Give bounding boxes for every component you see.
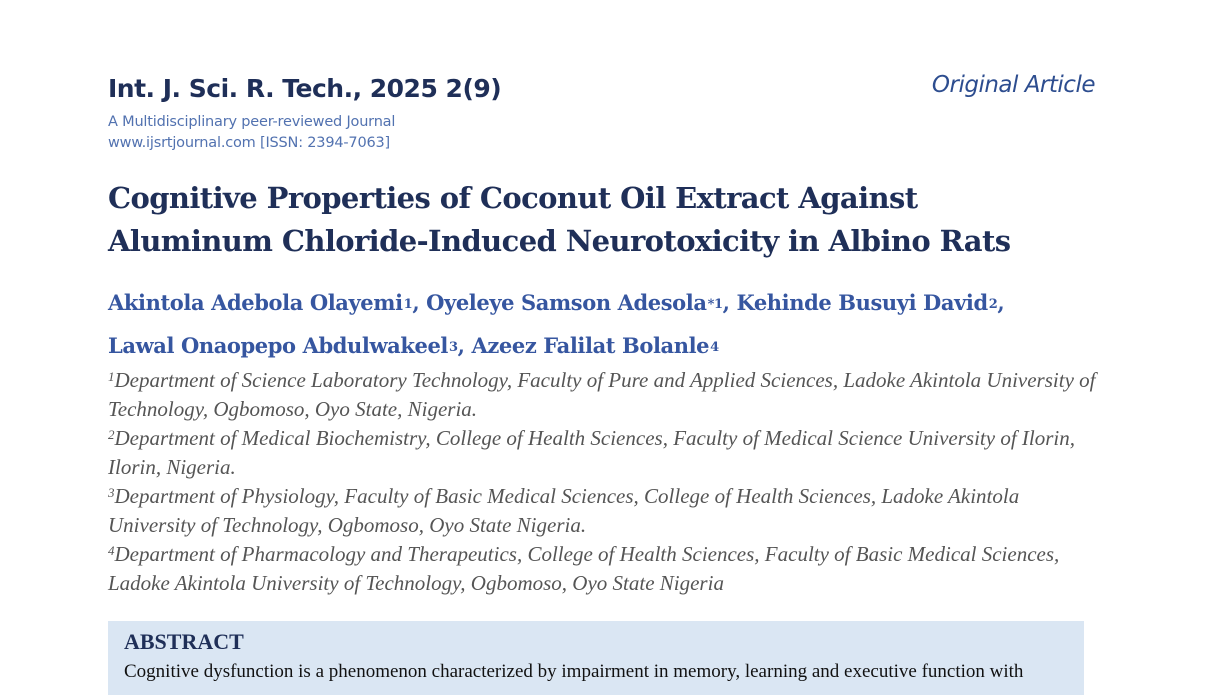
author-name: Oyeleye Samson Adesola xyxy=(426,290,707,315)
affiliation-item xyxy=(108,482,1098,540)
author-list xyxy=(108,282,1108,368)
author-separator: , xyxy=(412,290,427,315)
author-line-1 xyxy=(108,282,1108,325)
affiliation-item xyxy=(108,540,1098,598)
author-separator: , xyxy=(997,290,1005,315)
affiliation-list xyxy=(108,366,1098,598)
article-type-label: Original Article xyxy=(931,72,1095,98)
affiliation-text: Department of Science Laboratory Technology, Faculty of Pure and Applied Sciences, Ladoke Akintola University of Technology, Ogbomoso, Oyo State, Nigeria. xyxy=(108,368,1096,421)
affiliation-text: Department of Medical Biochemistry, College of Health Sciences, Faculty of Medical Science University of Ilorin, Ilorin, Nigeria. xyxy=(108,426,1075,479)
affiliation-text: Department of Physiology, Faculty of Basic Medical Sciences, College of Health Sciences, Ladoke Akintola University of Technology, Ogbomoso, Oyo State Nigeria. xyxy=(108,484,1020,537)
author-affil-sup: 3 xyxy=(449,340,458,355)
affiliation-sup: 4 xyxy=(108,543,115,558)
author-affil-sup: 2 xyxy=(988,297,998,312)
affiliation-sup: 1 xyxy=(108,369,115,384)
author-affil-sup: 4 xyxy=(710,340,719,355)
author-name: Azeez Falilat Bolanle xyxy=(471,333,710,358)
abstract-box xyxy=(108,621,1084,695)
affiliation-sup: 3 xyxy=(108,485,115,500)
abstract-text: Cognitive dysfunction is a phenomenon characterized by impairment in memory, learning and executive function with xyxy=(124,661,1024,682)
affiliation-sup: 2 xyxy=(108,427,115,442)
title-line-1: Cognitive Properties of Coconut Oil Extract Against xyxy=(108,181,918,215)
author-separator: , xyxy=(457,333,472,358)
paper-title xyxy=(108,177,1108,263)
author-name: Kehinde Busuyi David xyxy=(736,290,988,315)
author-affil-sup: *1 xyxy=(707,297,723,312)
journal-citation: Int. J. Sci. R. Tech., 2025 2(9) xyxy=(108,74,502,103)
affiliation-text: Department of Pharmacology and Therapeutics, College of Health Sciences, Faculty of Basic Medical Sciences, Ladoke Akintola University of Technology, Ogbomoso, Oyo State Nigeria xyxy=(108,542,1060,595)
affiliation-item xyxy=(108,424,1098,482)
author-separator: , xyxy=(722,290,737,315)
author-line-2 xyxy=(108,325,1108,368)
author-affil-sup: 1 xyxy=(403,297,413,312)
journal-website[interactable]: www.ijsrtjournal.com [ISSN: 2394-7063] xyxy=(108,135,390,151)
author-name: Lawal Onaopepo Abdulwakeel xyxy=(108,333,449,358)
affiliation-item xyxy=(108,366,1098,424)
journal-tagline: A Multidisciplinary peer-reviewed Journal xyxy=(108,114,396,130)
author-name: Akintola Adebola Olayemi xyxy=(108,290,403,315)
abstract-heading: ABSTRACT xyxy=(124,629,244,654)
title-line-2: Aluminum Chloride-Induced Neurotoxicity in Albino Rats xyxy=(108,224,1011,258)
